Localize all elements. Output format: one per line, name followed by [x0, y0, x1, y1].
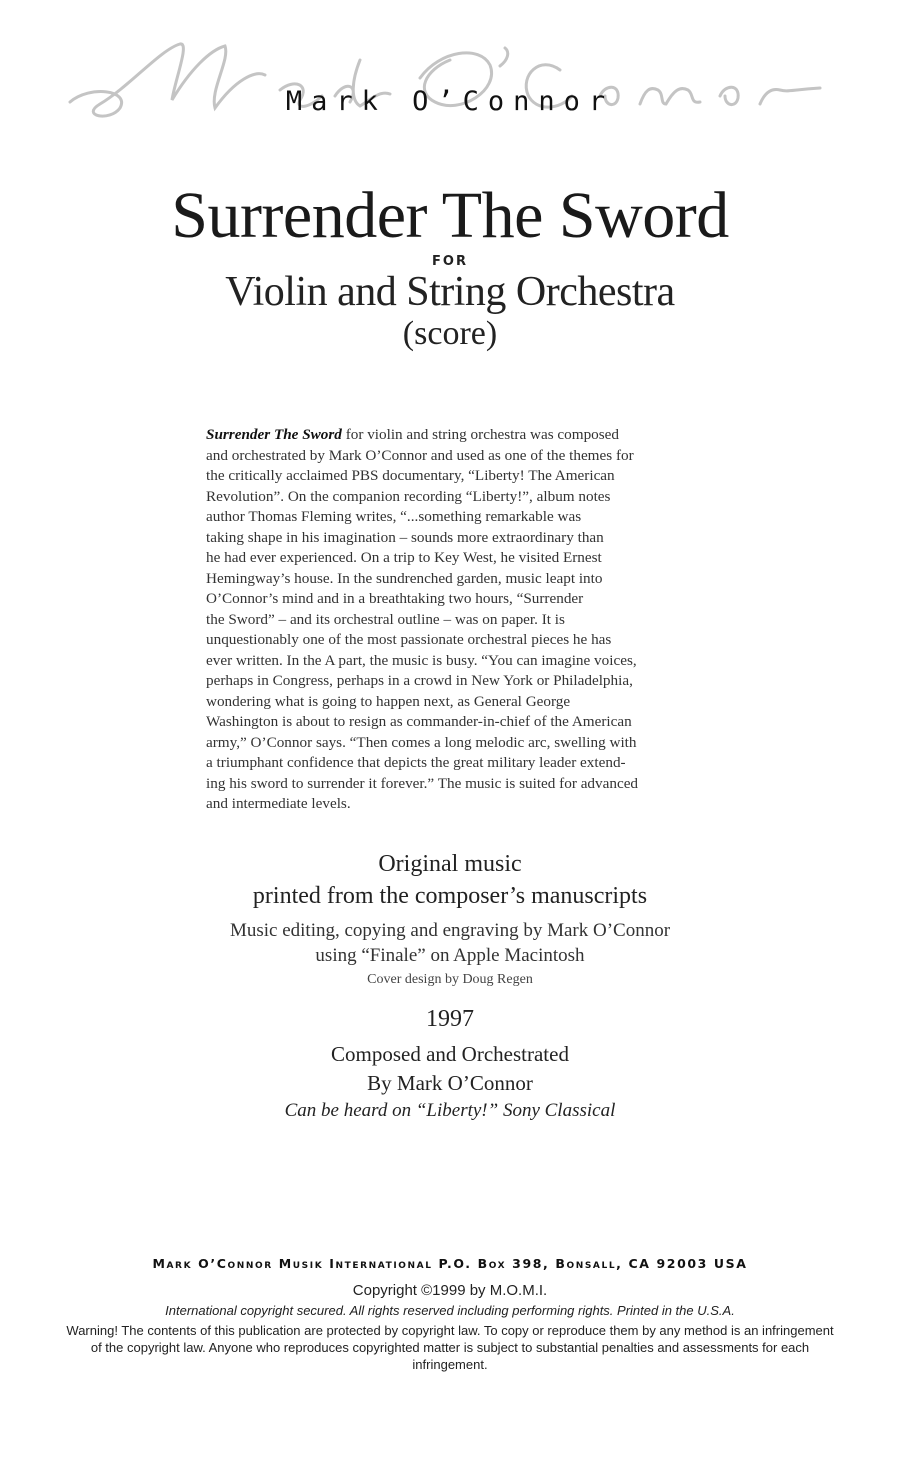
description-line: ever written. In the A part, the music is busy. “You can imagine voices, [206, 651, 637, 669]
recording-note: Can be heard on “Liberty!” Sony Classical [284, 1100, 616, 1121]
original-music-line: Original music [378, 851, 522, 877]
page-title: Surrender The Sword [171, 179, 729, 252]
description-line: army,” O’Connor says. “Then comes a long melodic arc, swelling with [206, 733, 637, 751]
composer-name: Mark O’Connor [285, 86, 615, 117]
copyright-warning: Warning! The contents of this publication are protected by copyright law. To copy or reproduce them by any method is an infringement of the copyright law. Anyone who reproduces copyrighted matter is subject to substantial penalties and assessments for each infringement. [66, 1323, 834, 1372]
description-line: taking shape in his imagination – sounds more extraordinary than [206, 528, 604, 546]
description-line: the critically acclaimed PBS documentary, “Liberty! The American [206, 467, 615, 484]
rights-line: International copyright secured. All rights reserved including performing rights. Printed in the U.S.A. [165, 1303, 735, 1318]
edition-label: (score) [402, 315, 498, 352]
description-line: O’Connor’s mind and in a breathtaking two hours, “Surrender [206, 590, 584, 607]
description-line: Revolution”. On the companion recording “Liberty!”, album notes [206, 487, 611, 505]
composed-line: Composed and Orchestrated [331, 1042, 569, 1066]
description-line: Hemingway’s house. In the sundrenched garden, music leapt into [206, 569, 603, 587]
description-line: the Sword” – and its orchestral outline – was on paper. It is [206, 610, 565, 628]
description-line: he had ever experienced. On a trip to Key West, he visited Ernest [206, 549, 602, 566]
description-lead-title: Surrender The Sword [206, 426, 342, 443]
description-line: author Thomas Fleming writes, “...something remarkable was [206, 508, 582, 525]
year: 1997 [426, 1006, 474, 1032]
publisher-address: Mark O’Connor Musik International P.O. Box 398, Bonsall, CA 92003 USA [152, 1256, 748, 1271]
description-line: wondering what is going to happen next, as General George [206, 692, 571, 710]
description-paragraph [206, 425, 688, 815]
copyright-line: Copyright ©1999 by M.O.M.I. [352, 1282, 548, 1299]
description-line: ing his sword to surrender it forever.” The music is suited for advanced [206, 774, 639, 792]
description-line: unquestionably one of the most passionate orchestral pieces he has [206, 631, 612, 648]
cover-design-credit: Cover design by Doug Regen [367, 972, 533, 987]
description-line: a triumphant confidence that depicts the great military leader extend- [206, 754, 626, 771]
instrumentation-subtitle: Violin and String Orchestra [225, 269, 675, 315]
description-line: perhaps in Congress, perhaps in a crowd in New York or Philadelphia, [206, 672, 633, 689]
editing-credit: Music editing, copying and engraving by Mark O’Connor [229, 920, 671, 941]
for-label: FOR [432, 254, 468, 269]
software-credit: using “Finale” on Apple Macintosh [315, 945, 585, 966]
description-line: and orchestrated by Mark O’Connor and used as one of the themes for [206, 446, 634, 464]
composer-credit: By Mark O’Connor [367, 1071, 533, 1095]
description-line: Washington is about to resign as commander-in-chief of the American [206, 713, 632, 730]
description-line: and intermediate levels. [206, 795, 351, 812]
manuscripts-line: printed from the composer’s manuscripts [252, 883, 648, 909]
description-line: for violin and string orchestra was composed [341, 426, 619, 443]
